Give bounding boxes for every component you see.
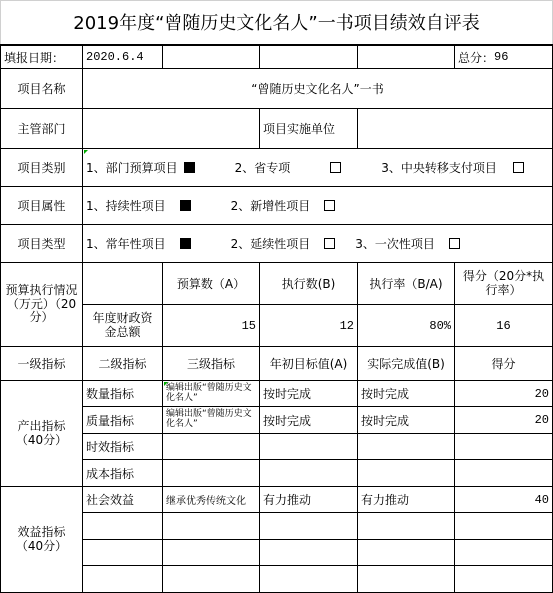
output-row-1-score[interactable]: 20: [455, 381, 553, 407]
output-row-1-actual[interactable]: 按时完成: [358, 381, 455, 407]
impl-unit-label: 项目实施单位: [260, 109, 358, 149]
page-title: 2019年度“曾随历史文化名人”一书项目绩效自评表: [0, 0, 553, 45]
output-row-4-target[interactable]: [260, 460, 358, 487]
checkbox-empty-icon[interactable]: [449, 238, 460, 249]
checkbox-checked-icon[interactable]: [184, 162, 195, 173]
ind-header-score: 得分: [455, 347, 553, 381]
benefit-row-2-actual[interactable]: [358, 513, 455, 540]
output-row-3-target[interactable]: [260, 434, 358, 460]
output-row-3-third[interactable]: [163, 434, 260, 460]
budget-value-b[interactable]: 12: [260, 305, 358, 347]
benefit-row-4-sub[interactable]: [83, 566, 163, 593]
budget-value-a[interactable]: 15: [163, 305, 260, 347]
benefit-row-1-score[interactable]: 40: [455, 487, 553, 513]
budget-header-a: 预算数（A）: [163, 263, 260, 305]
output-row-3-sub[interactable]: 时效指标: [83, 434, 163, 460]
project-name-label: 项目名称: [0, 69, 83, 109]
output-label: 产出指标（40分）: [0, 381, 83, 487]
benefit-row-3-score[interactable]: [455, 540, 553, 566]
checkbox-checked-icon[interactable]: [180, 200, 191, 211]
type-option-3-label: 3、一次性项目: [355, 237, 435, 251]
output-row-4-sub[interactable]: 成本指标: [83, 460, 163, 487]
type-options: [83, 225, 553, 263]
benefit-row-3-actual[interactable]: [358, 540, 455, 566]
checkbox-empty-icon[interactable]: [330, 162, 341, 173]
date-row-blank-2[interactable]: [260, 45, 358, 69]
cell-comment-marker-icon: [164, 382, 168, 386]
benefit-row-2-sub[interactable]: [83, 513, 163, 540]
benefit-row-4-score[interactable]: [455, 566, 553, 593]
benefit-row-2-third[interactable]: [163, 513, 260, 540]
budget-row-label: 年度财政资金总额: [83, 305, 163, 347]
type-option-1-label: 1、常年性项目: [86, 237, 166, 251]
type-label: 项目类型: [0, 225, 83, 263]
output-row-2-score[interactable]: 20: [455, 407, 553, 434]
benefit-row-2-target[interactable]: [260, 513, 358, 540]
attribute-option-1[interactable]: [86, 197, 191, 214]
attribute-option-2-label: 2、新增性项目: [230, 199, 311, 213]
output-row-4-actual[interactable]: [358, 460, 455, 487]
output-row-4-score[interactable]: [455, 460, 553, 487]
output-row-2-target[interactable]: 按时完成: [260, 407, 358, 434]
budget-header-blank: [83, 263, 163, 305]
fill-date-label: 填报日期：: [0, 45, 83, 69]
type-option-2-label: 2、延续性项目: [230, 237, 311, 251]
ind-header-level3: 三级指标: [163, 347, 260, 381]
category-option-3[interactable]: [381, 159, 524, 176]
ind-header-target: 年初目标值(A): [260, 347, 358, 381]
attribute-option-1-label: 1、持续性项目: [86, 199, 166, 213]
benefit-row-1-third[interactable]: 继承优秀传统文化: [163, 487, 260, 513]
category-option-2-label: 2、省专项: [234, 161, 291, 175]
ind-header-level1: 一级指标: [0, 347, 83, 381]
category-options: [83, 149, 553, 187]
dept-label: 主管部门: [0, 109, 83, 149]
project-name-value[interactable]: “曾随历史文化名人”一书: [83, 69, 553, 109]
category-option-2[interactable]: [235, 159, 342, 176]
attribute-option-2[interactable]: [231, 197, 336, 214]
output-row-2-actual[interactable]: 按时完成: [358, 407, 455, 434]
benefit-label: 效益指标（40分）: [0, 487, 83, 593]
date-row-blank-1[interactable]: [163, 45, 260, 69]
output-row-1-target[interactable]: 按时完成: [260, 381, 358, 407]
total-score-value: 96: [494, 50, 509, 64]
category-option-1[interactable]: [86, 159, 195, 176]
benefit-row-3-target[interactable]: [260, 540, 358, 566]
budget-value-rate[interactable]: 80%: [358, 305, 455, 347]
benefit-row-4-third[interactable]: [163, 566, 260, 593]
date-row-blank-3[interactable]: [358, 45, 455, 69]
ind-header-actual: 实际完成值(B): [358, 347, 455, 381]
category-option-3-label: 3、中央转移支付项目: [381, 161, 497, 175]
budget-header-b: 执行数(B): [260, 263, 358, 305]
ind-header-level2: 二级指标: [83, 347, 163, 381]
benefit-row-4-actual[interactable]: [358, 566, 455, 593]
output-row-4-third[interactable]: [163, 460, 260, 487]
cell-comment-marker-icon: [84, 150, 88, 154]
category-label: 项目类别: [0, 149, 83, 187]
budget-value-score[interactable]: 16: [455, 305, 553, 347]
total-score[interactable]: [455, 45, 553, 69]
checkbox-empty-icon[interactable]: [324, 200, 335, 211]
output-row-1-third[interactable]: 编辑出版“曾随历史文化名人”: [163, 381, 260, 407]
output-row-2-third[interactable]: 编辑出版“曾随历史文化名人”: [163, 407, 260, 434]
total-score-label: 总分：: [458, 50, 495, 65]
type-option-2[interactable]: [231, 235, 336, 252]
benefit-row-3-sub[interactable]: [83, 540, 163, 566]
benefit-row-3-third[interactable]: [163, 540, 260, 566]
output-row-3-score[interactable]: [455, 434, 553, 460]
checkbox-empty-icon[interactable]: [324, 238, 335, 249]
type-option-1[interactable]: [86, 235, 191, 252]
output-row-1-sub[interactable]: 数量指标: [83, 381, 163, 407]
budget-label: 预算执行情况（万元）（20分）: [0, 263, 83, 347]
impl-unit-value[interactable]: [358, 109, 553, 149]
benefit-row-1-sub[interactable]: 社会效益: [83, 487, 163, 513]
type-option-3[interactable]: [355, 235, 460, 252]
benefit-row-2-score[interactable]: [455, 513, 553, 540]
checkbox-empty-icon[interactable]: [513, 162, 524, 173]
fill-date-value[interactable]: 2020.6.4: [83, 45, 163, 69]
output-row-3-actual[interactable]: [358, 434, 455, 460]
dept-value[interactable]: [83, 109, 260, 149]
budget-header-score: 得分（20分*执行率）: [455, 263, 553, 305]
benefit-row-4-target[interactable]: [260, 566, 358, 593]
budget-header-rate: 执行率（B/A): [358, 263, 455, 305]
attribute-label: 项目属性: [0, 187, 83, 225]
benefit-row-1-target[interactable]: 有力推动: [260, 487, 358, 513]
benefit-row-1-actual[interactable]: 有力推动: [358, 487, 455, 513]
attribute-options: [83, 187, 553, 225]
output-row-2-sub[interactable]: 质量指标: [83, 407, 163, 434]
category-option-1-label: 1、部门预算项目: [86, 161, 178, 175]
checkbox-checked-icon[interactable]: [180, 238, 191, 249]
